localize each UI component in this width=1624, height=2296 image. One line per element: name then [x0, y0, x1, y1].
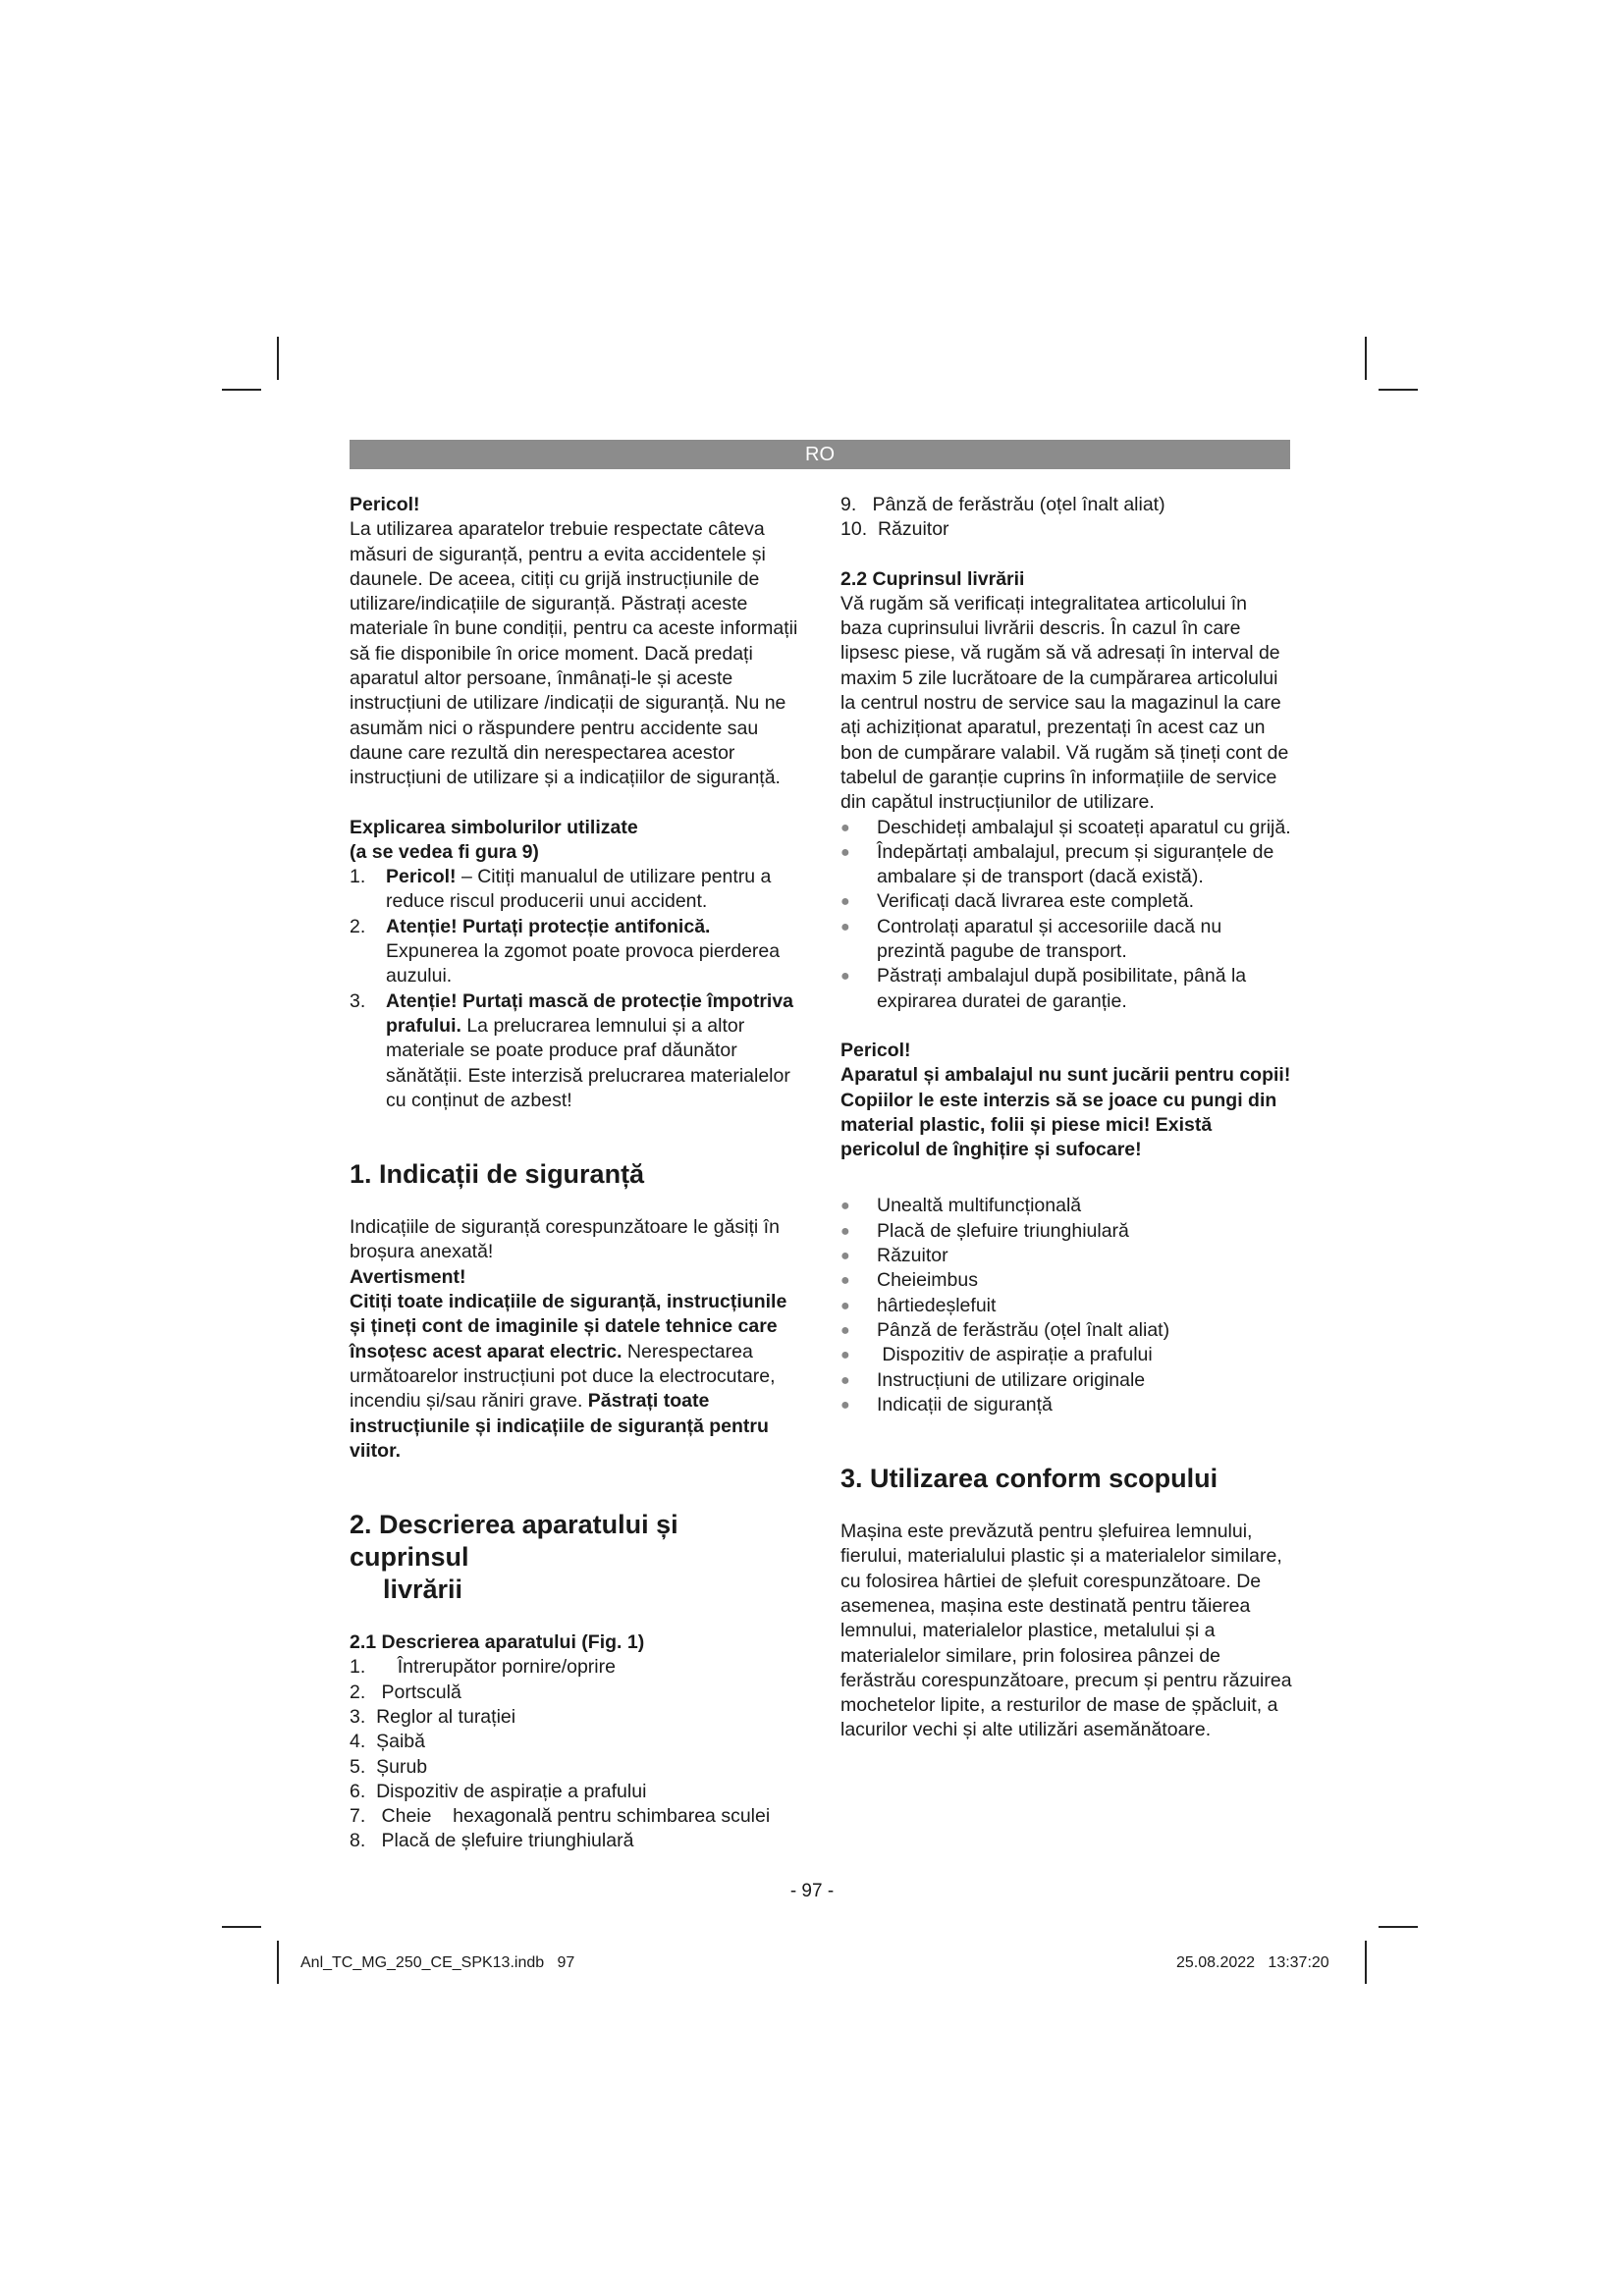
right-column — [840, 493, 1292, 1743]
bullet-icon: ● — [840, 968, 850, 986]
bullet-icon: ● — [840, 819, 850, 836]
section-1-title: 1. Indicații de siguranță — [350, 1159, 645, 1190]
crop-mark-top-right-h — [1379, 389, 1418, 391]
part-item: 10. Răzuitor — [840, 518, 949, 541]
contents-item: ● Indicații de siguranță — [840, 1393, 1292, 1417]
parts-list-continued — [840, 493, 1292, 543]
part-item: 8. Placă de șlefuire triunghiulară — [350, 1830, 634, 1852]
checklist-item: ● Deschideți ambalajul și scoateți aparatul cu grijă. — [840, 816, 1292, 840]
bullet-icon: ● — [840, 1396, 850, 1414]
contents-item: ● Dispozitiv de aspirație a prafului — [840, 1343, 1292, 1367]
symbols-title: Explicarea simbolurilor utilizate — [350, 816, 638, 838]
language-header-bar — [350, 440, 1290, 469]
checklist-item: ● Păstrați ambalajul după posibilitate, până la expirarea duratei de garanție. — [840, 965, 1247, 1012]
crop-mark-bottom-right-h — [1379, 1926, 1418, 1928]
checklist-item: ● Controlați aparatul și accesoriile dacă nu prezintă pagube de transport. — [840, 915, 1222, 963]
part-item: 7. Cheie hexagonală pentru schimbarea sculei — [350, 1805, 771, 1828]
crop-mark-bottom-left-v — [277, 1941, 279, 1984]
subsection-2-1-title: 2.1 Descrierea aparatului (Fig. 1) — [350, 1631, 645, 1654]
danger-2-title: Pericol! — [840, 1039, 911, 1061]
section-2-title: 2. Descrierea aparatului și cuprinsul livrării — [350, 1510, 678, 1605]
part-item: 3. Reglor al turației — [350, 1705, 516, 1728]
part-item: 5. Șurub — [350, 1755, 428, 1778]
language-code: RO — [805, 444, 835, 465]
checklist-item: ● Îndepărtați ambalajul, precum și siguranțele de ambalare și de transport (dacă există). — [840, 840, 1274, 888]
left-column — [350, 493, 803, 1854]
delivery-contents-list — [840, 1194, 1292, 1417]
footer-date-time: 25.08.2022 13:37:20 — [1176, 1954, 1329, 1971]
contents-item: ● Unealtă multifuncțională — [840, 1194, 1292, 1218]
section-1-intro: Indicațiile de siguranță corespunzătoare le găsiți în broșura anexată! — [350, 1216, 780, 1263]
bullet-icon: ● — [840, 1321, 850, 1339]
subsection-2-2-text: Vă rugăm să verificați integralitatea articolului în baza cuprinsului livrării descris. În cazul în care lipsesc piese, vă rugăm să vă adresați în interval de maxim 5 zile lucrătoare de la cumpărarea articolului la centrul nostru de service sau la magazinul la care ați achiziționat aparatul, prezentați în acest caz un bon de cumpărare valabil. Vă rugăm să țineți cont de tabelul de garanție cuprins în informațiile de service din capătul instrucțiunilor de utilizare. — [840, 592, 1289, 814]
symbol-item: 2. Atenție! Purtați protecție antifonică. Expunerea la zgomot poate provoca pierderea auzului. — [350, 915, 781, 988]
warning-paragraph: Citiți toate indicațiile de siguranță, instrucțiunile și țineți cont de imaginile și datele tehnice care însoțesc acest aparat electric. Nerespectarea următoarelor instrucțiuni pot duce la electrocutare, incendiu și/sau răniri grave. Păstrați toate instrucțiunile și indicațiile de siguranță pentru viitor. — [350, 1291, 787, 1462]
symbols-subtitle: (a se vedea fi gura 9) — [350, 840, 539, 863]
bullet-icon: ● — [840, 1198, 850, 1215]
crop-mark-top-left-h — [222, 389, 261, 391]
symbol-item: 1. Pericol! – Citiți manualul de utilizare pentru a reduce riscul producerii unui accident. — [350, 866, 772, 913]
crop-mark-bottom-left-h — [222, 1926, 261, 1928]
bullet-icon: ● — [840, 1248, 850, 1265]
crop-mark-top-right-v — [1365, 337, 1367, 380]
bullet-icon: ● — [840, 1272, 850, 1290]
symbols-list — [350, 865, 803, 1113]
bullet-icon: ● — [840, 918, 850, 935]
part-item: 1. Întrerupător pornire/oprire — [350, 1656, 616, 1679]
bullet-icon: ● — [840, 1347, 850, 1364]
bullet-icon: ● — [840, 843, 850, 861]
footer-file-info: Anl_TC_MG_250_CE_SPK13.indb 97 — [300, 1954, 575, 1971]
unpacking-checklist — [840, 816, 1292, 1014]
crop-mark-top-left-v — [277, 337, 279, 380]
parts-list — [350, 1655, 803, 1853]
page-number: - 97 - — [789, 1881, 835, 1901]
part-item: 9. Pânză de ferăstrău (oțel înalt aliat) — [840, 494, 1165, 515]
warning-title: Avertisment! — [350, 1265, 466, 1288]
bullet-icon: ● — [840, 893, 850, 911]
contents-item: ● Răzuitor — [840, 1244, 1292, 1268]
part-item: 2. Portsculă — [350, 1681, 461, 1703]
checklist-item: ● Verificați dacă livrarea este completă. — [840, 889, 1292, 914]
danger-text: La utilizarea aparatelor trebuie respectate câteva măsuri de siguranță, pentru a evita accidentele și daunele. De aceea, citiți cu grijă instrucțiunile de utilizare/indicațiile de siguranță. Păstrați aceste materiale în bune condiții, pentru ca aceste informații să fie disponibile în orice moment. Dacă predați aparatul altor persoane, înmânați-le și aceste instrucțiuni de utilizare /indicații de siguranță. Nu ne asumăm nici o răspundere pentru accidente sau daune care rezultă din nerespectarea acestor instrucțiuni de utilizare și a indicațiilor de siguranță. — [350, 518, 798, 789]
section-3-title: 3. Utilizarea conform scopului — [840, 1464, 1218, 1494]
contents-item: ● Instrucțiuni de utilizare originale — [840, 1368, 1292, 1393]
contents-item: ● Cheieimbus — [840, 1268, 1292, 1293]
crop-mark-bottom-right-v — [1365, 1941, 1367, 1984]
part-item: 6. Dispozitiv de aspirație a prafului — [350, 1780, 647, 1802]
part-item: 4. Șaibă — [350, 1731, 425, 1753]
contents-item: ● hârtiedeșlefuit — [840, 1294, 1292, 1318]
contents-item: ● Placă de șlefuire triunghiulară — [840, 1219, 1292, 1244]
subsection-2-2-title: 2.2 Cuprinsul livrării — [840, 567, 1025, 590]
symbol-item: 3. Atenție! Purtați mască de protecție împotriva prafului. La prelucrarea lemnului și a altor materiale se poate produce praf dăunător sănătății. Este interzisă prelucrarea materialelor cu conținut de azbest! — [350, 989, 794, 1111]
danger-2-text: Aparatul și ambalajul nu sunt jucării pentru copii! Copiilor le este interzis să se joace cu pungi din material plastic, folii și piese mici! Există pericolul de înghițire și sufocare! — [840, 1064, 1291, 1161]
bullet-icon: ● — [840, 1371, 850, 1389]
contents-item: ● Pânză de ferăstrău (oțel înalt aliat) — [840, 1318, 1292, 1343]
bullet-icon: ● — [840, 1297, 850, 1314]
danger-title: Pericol! — [350, 494, 420, 515]
section-3-text: Mașina este prevăzută pentru șlefuirea lemnului, fierului, materialului plastic și a materialelor similare, cu folosirea hârtiei de șlefuit corespunzătoare. De asemenea, mașina este destinată pentru tăierea lemnului, materialelor plastice, metalului și a materialelor similare, prin folosirea pânzei de ferăstrău corespunzătoare, precum și pentru răzuirea mochetelor lipite, a resturilor de mase de șpăcluit, a lacurilor vechi și alte utilizări asemănătoare. — [840, 1521, 1292, 1741]
bullet-icon: ● — [840, 1222, 850, 1240]
